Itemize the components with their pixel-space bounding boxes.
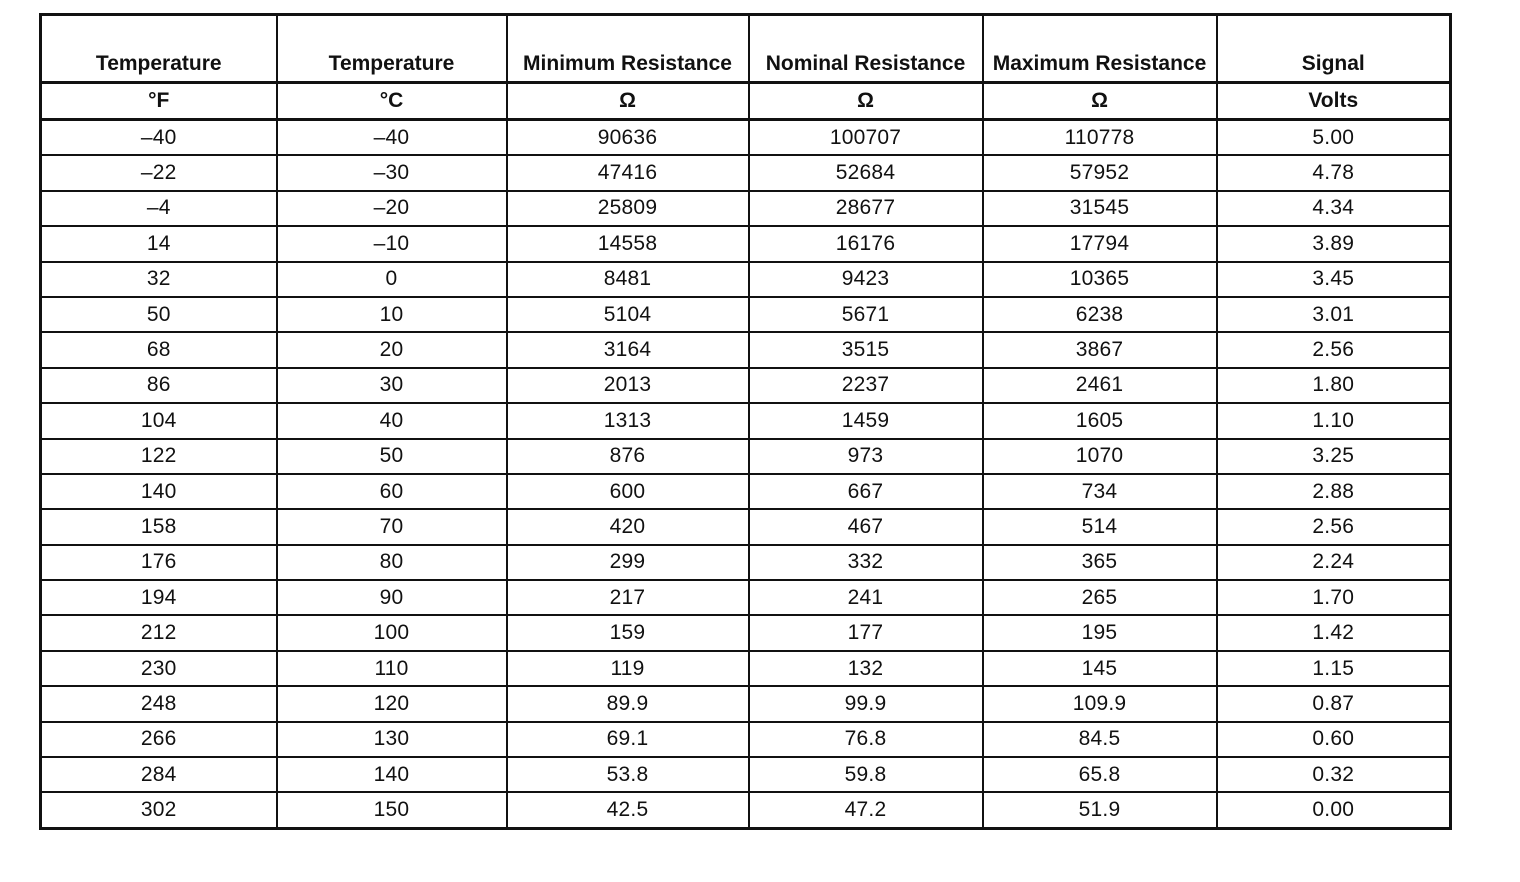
cell-signal-volts: 3.89 [1217,226,1451,261]
unit-volts: Volts [1217,83,1451,120]
table-row [41,757,1451,792]
cell-fahrenheit: 140 [41,474,277,509]
unit-celsius: °C [277,83,507,120]
cell-max-resistance: 51.9 [983,792,1217,828]
table-row [41,722,1451,757]
header-temperature-f: Temperature [41,15,277,83]
table-row [41,368,1451,403]
cell-nominal-resistance: 2237 [749,368,983,403]
cell-nominal-resistance: 241 [749,580,983,615]
table-row [41,403,1451,438]
table-header [41,15,1451,120]
header-title-row [41,15,1451,83]
cell-celsius: 30 [277,368,507,403]
table-row [41,545,1451,580]
table-row [41,792,1451,828]
table-row [41,651,1451,686]
cell-min-resistance: 47416 [507,155,749,190]
cell-max-resistance: 6238 [983,297,1217,332]
cell-celsius: 90 [277,580,507,615]
cell-fahrenheit: 212 [41,615,277,650]
cell-celsius: 50 [277,439,507,474]
cell-max-resistance: 31545 [983,191,1217,226]
cell-nominal-resistance: 100707 [749,120,983,156]
cell-signal-volts: 2.24 [1217,545,1451,580]
cell-signal-volts: 1.10 [1217,403,1451,438]
cell-nominal-resistance: 47.2 [749,792,983,828]
cell-fahrenheit: 122 [41,439,277,474]
cell-nominal-resistance: 99.9 [749,686,983,721]
header-maximum-resistance: Maximum Resistance [983,15,1217,83]
cell-fahrenheit: 158 [41,509,277,544]
header-signal: Signal [1217,15,1451,83]
cell-min-resistance: 5104 [507,297,749,332]
cell-signal-volts: 1.15 [1217,651,1451,686]
cell-signal-volts: 0.00 [1217,792,1451,828]
cell-nominal-resistance: 973 [749,439,983,474]
cell-min-resistance: 600 [507,474,749,509]
cell-signal-volts: 1.70 [1217,580,1451,615]
table-row [41,474,1451,509]
cell-celsius: 100 [277,615,507,650]
cell-celsius: 150 [277,792,507,828]
header-unit-row [41,83,1451,120]
cell-signal-volts: 3.45 [1217,262,1451,297]
cell-max-resistance: 734 [983,474,1217,509]
table-row [41,297,1451,332]
cell-fahrenheit: 104 [41,403,277,438]
cell-fahrenheit: 68 [41,332,277,367]
cell-min-resistance: 217 [507,580,749,615]
cell-signal-volts: 4.34 [1217,191,1451,226]
cell-fahrenheit: –4 [41,191,277,226]
unit-ohm-nominal: Ω [749,83,983,120]
cell-max-resistance: 145 [983,651,1217,686]
cell-max-resistance: 1605 [983,403,1217,438]
cell-nominal-resistance: 132 [749,651,983,686]
cell-max-resistance: 365 [983,545,1217,580]
cell-nominal-resistance: 3515 [749,332,983,367]
cell-signal-volts: 2.56 [1217,509,1451,544]
cell-max-resistance: 57952 [983,155,1217,190]
cell-min-resistance: 8481 [507,262,749,297]
cell-signal-volts: 3.25 [1217,439,1451,474]
cell-max-resistance: 10365 [983,262,1217,297]
cell-max-resistance: 2461 [983,368,1217,403]
cell-celsius: –40 [277,120,507,156]
cell-max-resistance: 1070 [983,439,1217,474]
table-row [41,332,1451,367]
cell-signal-volts: 2.88 [1217,474,1451,509]
cell-signal-volts: 0.32 [1217,757,1451,792]
cell-max-resistance: 84.5 [983,722,1217,757]
header-minimum-resistance: Minimum Resistance [507,15,749,83]
cell-min-resistance: 2013 [507,368,749,403]
cell-fahrenheit: 14 [41,226,277,261]
table-row [41,191,1451,226]
header-nominal-resistance: Nominal Resistance [749,15,983,83]
unit-fahrenheit: °F [41,83,277,120]
table-row [41,615,1451,650]
cell-signal-volts: 1.42 [1217,615,1451,650]
cell-min-resistance: 3164 [507,332,749,367]
cell-max-resistance: 514 [983,509,1217,544]
cell-max-resistance: 265 [983,580,1217,615]
cell-celsius: –30 [277,155,507,190]
cell-celsius: 40 [277,403,507,438]
cell-min-resistance: 119 [507,651,749,686]
cell-fahrenheit: 266 [41,722,277,757]
cell-nominal-resistance: 1459 [749,403,983,438]
cell-min-resistance: 69.1 [507,722,749,757]
cell-fahrenheit: 32 [41,262,277,297]
cell-celsius: –10 [277,226,507,261]
cell-min-resistance: 25809 [507,191,749,226]
cell-fahrenheit: 284 [41,757,277,792]
cell-celsius: –20 [277,191,507,226]
cell-max-resistance: 17794 [983,226,1217,261]
table-row [41,226,1451,261]
cell-signal-volts: 1.80 [1217,368,1451,403]
cell-celsius: 10 [277,297,507,332]
unit-ohm-max: Ω [983,83,1217,120]
cell-min-resistance: 53.8 [507,757,749,792]
cell-min-resistance: 89.9 [507,686,749,721]
cell-celsius: 60 [277,474,507,509]
cell-nominal-resistance: 177 [749,615,983,650]
cell-max-resistance: 195 [983,615,1217,650]
cell-max-resistance: 65.8 [983,757,1217,792]
cell-celsius: 130 [277,722,507,757]
cell-fahrenheit: 176 [41,545,277,580]
header-temperature-c: Temperature [277,15,507,83]
cell-fahrenheit: 194 [41,580,277,615]
cell-max-resistance: 110778 [983,120,1217,156]
cell-nominal-resistance: 28677 [749,191,983,226]
cell-min-resistance: 159 [507,615,749,650]
table-row [41,262,1451,297]
cell-min-resistance: 90636 [507,120,749,156]
cell-signal-volts: 0.60 [1217,722,1451,757]
cell-celsius: 80 [277,545,507,580]
cell-celsius: 70 [277,509,507,544]
cell-nominal-resistance: 467 [749,509,983,544]
cell-nominal-resistance: 16176 [749,226,983,261]
cell-celsius: 110 [277,651,507,686]
table-row [41,439,1451,474]
cell-celsius: 140 [277,757,507,792]
cell-nominal-resistance: 76.8 [749,722,983,757]
cell-nominal-resistance: 9423 [749,262,983,297]
cell-celsius: 120 [277,686,507,721]
cell-nominal-resistance: 52684 [749,155,983,190]
cell-fahrenheit: –40 [41,120,277,156]
cell-fahrenheit: 50 [41,297,277,332]
temperature-resistance-table [39,13,1452,830]
cell-fahrenheit: 230 [41,651,277,686]
cell-nominal-resistance: 667 [749,474,983,509]
cell-min-resistance: 14558 [507,226,749,261]
cell-max-resistance: 109.9 [983,686,1217,721]
cell-celsius: 20 [277,332,507,367]
cell-celsius: 0 [277,262,507,297]
cell-signal-volts: 5.00 [1217,120,1451,156]
table-row [41,509,1451,544]
table-row [41,686,1451,721]
cell-nominal-resistance: 332 [749,545,983,580]
cell-signal-volts: 4.78 [1217,155,1451,190]
table-row [41,120,1451,156]
table-body [41,120,1451,829]
table-row [41,580,1451,615]
cell-max-resistance: 3867 [983,332,1217,367]
cell-min-resistance: 420 [507,509,749,544]
cell-signal-volts: 0.87 [1217,686,1451,721]
cell-fahrenheit: 248 [41,686,277,721]
table-row [41,155,1451,190]
cell-signal-volts: 3.01 [1217,297,1451,332]
cell-fahrenheit: 302 [41,792,277,828]
cell-min-resistance: 1313 [507,403,749,438]
cell-min-resistance: 876 [507,439,749,474]
cell-nominal-resistance: 59.8 [749,757,983,792]
cell-min-resistance: 299 [507,545,749,580]
cell-nominal-resistance: 5671 [749,297,983,332]
cell-signal-volts: 2.56 [1217,332,1451,367]
cell-fahrenheit: –22 [41,155,277,190]
cell-fahrenheit: 86 [41,368,277,403]
unit-ohm-min: Ω [507,83,749,120]
cell-min-resistance: 42.5 [507,792,749,828]
